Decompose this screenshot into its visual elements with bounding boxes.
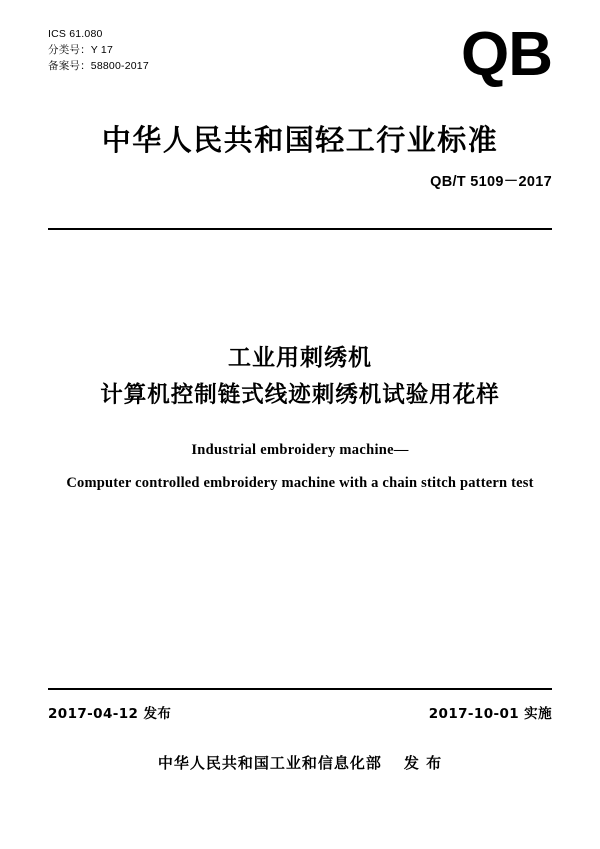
publisher-action: 发 布 — [403, 754, 443, 772]
ics-number: ICS 61.080 — [48, 28, 103, 40]
english-title-line-1: Industrial embroidery machine— — [191, 442, 409, 458]
publisher-organization: 中华人民共和国工业和信息化部 — [157, 754, 382, 772]
classification-number: 分类号：Y 17 — [48, 44, 114, 56]
date-row — [48, 702, 552, 722]
document-title — [48, 340, 552, 414]
publisher-line — [0, 752, 600, 773]
record-number: 备案号：58800-2017 — [48, 60, 149, 72]
document-header — [48, 20, 552, 106]
title-line-2: 计算机控制链式线迹刺绣机试验用花样 — [100, 382, 500, 408]
ics-info-block — [48, 26, 149, 74]
title-line-1: 工业用刺绣机 — [228, 345, 372, 371]
bottom-divider — [48, 688, 552, 690]
standard-number: QB/T 5109－2017 — [430, 174, 552, 190]
issue-date: 2017-04-12 发布 — [48, 706, 172, 722]
english-title-line-2: Computer controlled embroidery machine with a chain stitch pattern test — [66, 475, 534, 491]
qb-logo: QB — [461, 20, 552, 89]
effective-date: 2017-10-01 实施 — [428, 706, 552, 722]
issuing-authority-title: 中华人民共和国轻工行业标准 — [101, 123, 499, 157]
document-title-english — [48, 442, 552, 492]
top-divider — [48, 228, 552, 230]
